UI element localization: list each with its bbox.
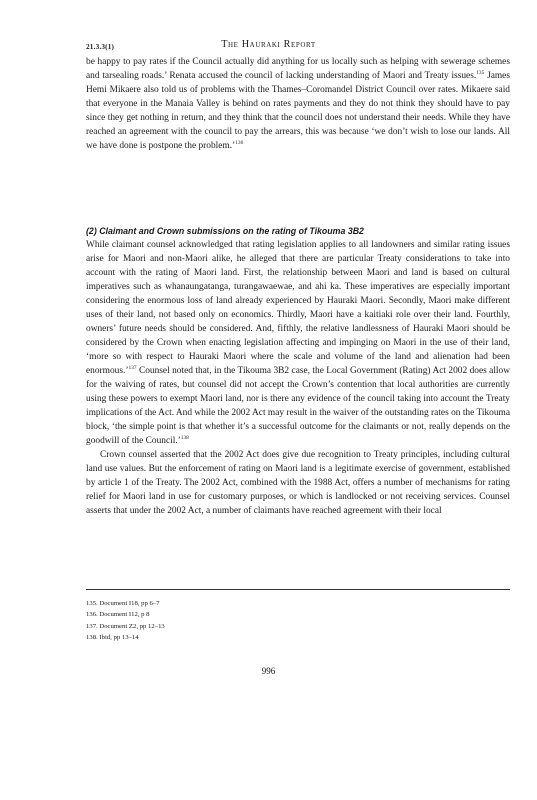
body-text-top: [86, 55, 510, 153]
section-reference: 21.3.3(1): [86, 43, 115, 51]
footnote-marker: 136: [235, 140, 244, 147]
footnote-marker: 135: [476, 70, 485, 77]
paragraph-text: James Hemi Mikaere also told us of problems with the Thames–Coromandel District Council over rates. Mikaere said that everyone in the Manaia Valley is behind on rates payments and they do not think they should have to pay since they get nothing in return, and they think that the council does not understand their needs. While they have reached an agreement with the council to pay the arrears, this was because ‘we don’t wish to lose our lands. All we have done is postpone the problem.’: [86, 71, 510, 152]
footnote: 138. Ibid, pp 13–14: [86, 634, 139, 642]
footnote: 137. Document Z2, pp 12–13: [86, 622, 165, 630]
paragraph: [86, 448, 510, 518]
paragraph: [86, 238, 510, 448]
paragraph-text: Counsel noted that, in the Tikouma 3B2 case, the Local Government (Rating) Act 2002 does allow for the waiving of rates, but counsel did not accept the Crown’s contention that local authorities are currently using these powers to exempt Maori land, nor is there any evidence of the council taking into account the Treaty implications of the Act. And while the 2002 Act may result in the waiver of the outstanding rates on the Tikouma block, ‘the simple point is that whether it’s a successful outcome for the claimants or not, really depends on the goodwill of the Council.’: [86, 366, 510, 447]
running-head: The Hauraki Report: [221, 39, 316, 50]
paragraph-text: be happy to pay rates if the Council actually did anything for us locally such as helping with sewerage schemes and tarsealing roads.’ Renata accused the council of lacking understanding of Maori and Treaty issues.: [86, 57, 510, 82]
paragraph-text: Crown counsel asserted that the 2002 Act does give due recognition to Treaty principles, including cultural land use values. But the enforcement of rating on Maori land is a legitimate exercise of government, established by article 1 of the Treaty. The 2002 Act, combined with the 1988 Act, offers a number of mechanisms for rating relief for Maori land in use for customary purposes, or which is landlocked or not receiving services. Counsel asserts that under the 2002 Act, a number of claimants have reached agreement with their local: [86, 450, 510, 517]
section-subheading: (2) Claimant and Crown submissions on the rating of Tikouma 3B2: [86, 226, 364, 236]
footnote: 135. Document I18, pp 6–7: [86, 600, 160, 607]
body-text-bottom: [86, 238, 510, 518]
footnote-divider: [86, 589, 510, 590]
footnotes: [86, 598, 510, 644]
paragraph: [86, 55, 510, 153]
footnote: 136. Document I12, p 8: [86, 611, 150, 619]
footnote-marker: 137: [128, 365, 137, 372]
page-number: 996: [261, 666, 276, 676]
paragraph-text: While claimant counsel acknowledged that rating legislation applies to all landowners and similar rating issues arise for Maori and non-Maori alike, he alleged that there are particular Treaty considerations to take into account with the rating of Maori land. First, the relationship between Maori and land is based on cultural imperatives such as whanaungatanga, turangawaewae, and ahi ka. These imperatives are especially important considering the enormous loss of land already experienced by Hauraki Maori. Secondly, Maori make different uses of their land, not based only on economics. Thirdly, Maori have a kaitiaki role over their land. Fourthly, owners’ future needs should be considered. And, fifthly, the relative landlessness of Hauraki Maori should be considered by the Crown when enacting legislation affecting and impinging on Maori in the use of their land, ‘more so with respect to Hauraki Maori where the scale and volume of the land and alienation had been enormous.’: [86, 240, 510, 377]
footnote-marker: 138: [180, 435, 189, 442]
